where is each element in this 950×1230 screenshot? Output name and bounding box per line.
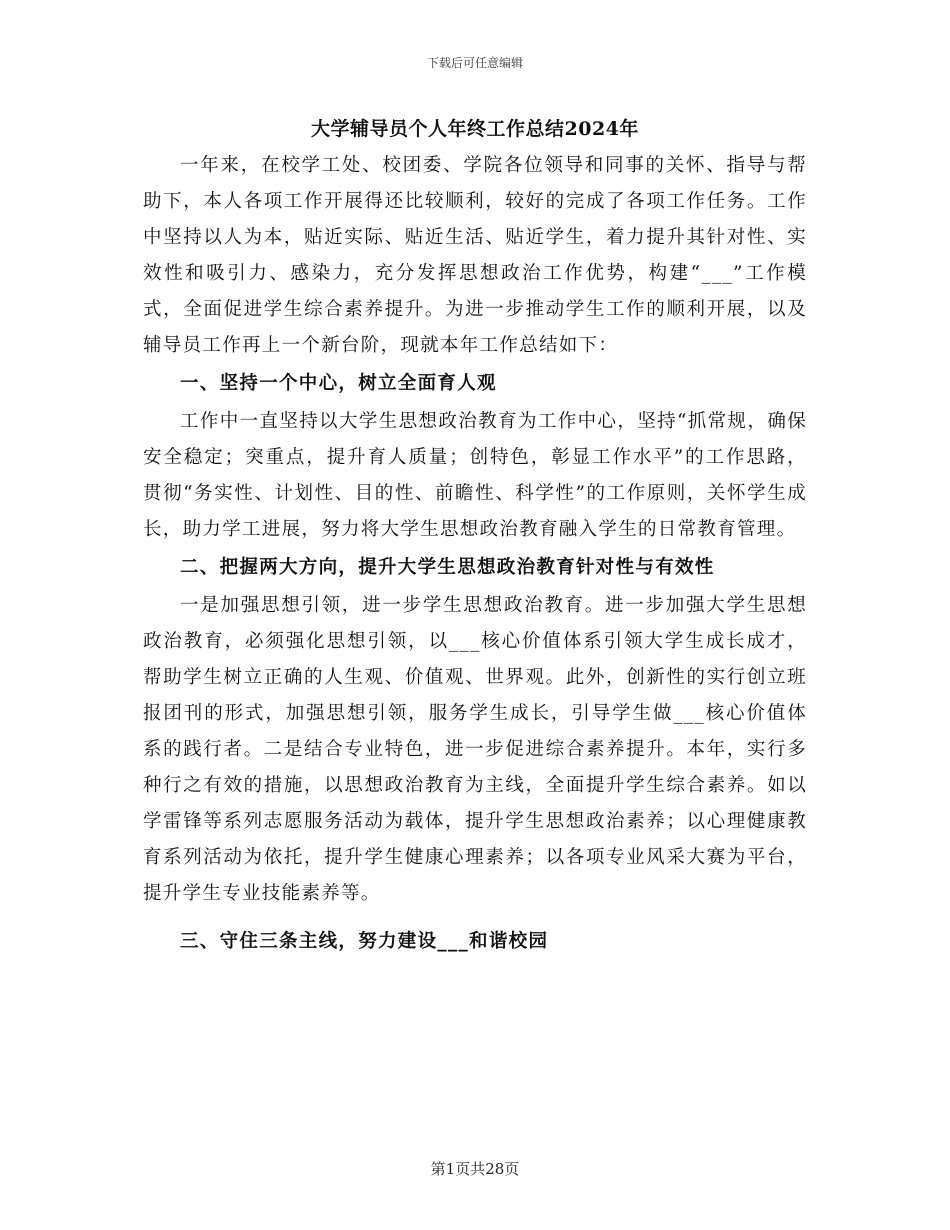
section-heading-1: 一、坚持一个中心，树立全面育人观 bbox=[180, 373, 497, 394]
intro-paragraph: 一年来，在校学工处、校团委、学院各位领导和同事的关怀、指导与帮助下，本人各项工作开展得还比较顺利，较好的完成了各项工作任务。工作中坚持以人为本，贴近实际、贴近生活、贴近学生，着力提升其针对性、实效性和吸引力、感染力，充分发挥思想政治工作优势，构建“___”工作模式，全面促进学生综合素养提升。为进一步推动学生工作的顺利开展，以及辅导员工作再上一个新台阶，现就本年工作总结如下： bbox=[143, 155, 807, 356]
document-title: 大学辅导员个人年终工作总结2024年 bbox=[311, 118, 639, 140]
section-1-paragraph: 工作中一直坚持以大学生思想政治教育为工作中心，坚持“抓常规，确保安全稳定；突重点，提升育人质量；创特色，彰显工作水平”的工作思路，贯彻“务实性、计划性、目的性、前瞻性、科学性”的工作原则，关怀学生成长，助力学工进展，努力将大学生思想政治教育融入学生的日常教育管理。 bbox=[143, 411, 807, 540]
document-body bbox=[143, 148, 807, 960]
section-heading-3: 三、守住三条主线，努力建设___和谐校园 bbox=[180, 931, 549, 952]
section-2-paragraph: 一是加强思想引领，进一步学生思想政治教育。进一步加强大学生思想政治教育，必须强化思想引领，以___核心价值体系引领大学生成长成才，帮助学生树立正确的人生观、价值观、世界观。此外，创新性的实行创立班报团刊的形式，加强思想引领，服务学生成长，引导学生做___核心价值体系的践行者。二是结合专业特色，进一步促进综合素养提升。本年，实行多种行之有效的措施，以思想政治教育为主线，全面提升学生综合素养。如以学雷锋等系列志愿服务活动为载体，提升学生思想政治素养；以心理健康教育系列活动为依托，提升学生健康心理素养；以各项专业风采大赛为平台，提升学生专业技能素养等。 bbox=[143, 595, 807, 904]
header-note: 下载后可任意编辑 bbox=[426, 56, 523, 70]
section-heading-2: 二、把握两大方向，提升大学生思想政治教育针对性与有效性 bbox=[180, 557, 715, 578]
page-number: 第1页共28页 bbox=[430, 1160, 520, 1178]
